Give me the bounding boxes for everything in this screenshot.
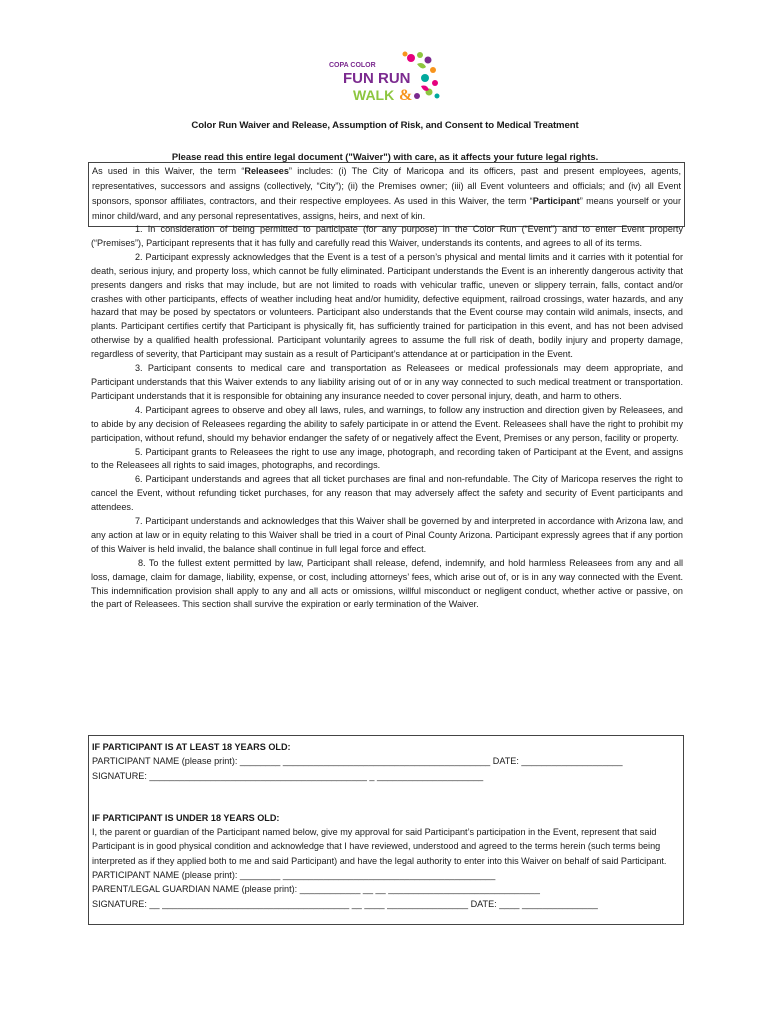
- participant-term: Participant: [532, 196, 580, 206]
- clause-paragraph: 2. Participant expressly acknowledges that the Event is a test of a person’s physical and mental limits and it carries with it potential for death, serious injury, and property loss, which cannot be fully eliminated. Participant understands the Event is an inherently dangerous activity that presents dangers and risks that may include, but are not limited to roads with vehicular traffic, uneven or slippery terrain, falls, contact and/or crashes with other participants, effects of weather including heat and/or humidity, defective equipment, railroad crossings, water hazards, and any hazard that may be posed by spectators or volunteers. Participant also understands that the Event course may contain wild animals, insects, and plants. Participant certifies certify that Participant is physically fit, has sufficiently trained for participation in this event, and has not been advised otherwise by a qualified health professional. Participant voluntarily agrees to assume the full risk of death, bodily injury and property damage, regardless of severity, that Participant may sustain as a result of Participant’s attendance at or participation in the Event.: [91, 251, 683, 360]
- adult-heading: IF PARTICIPANT IS AT LEAST 18 YEARS OLD:: [92, 742, 291, 752]
- signature-section: [88, 735, 684, 925]
- document-subtitle: Please read this entire legal document ("Waiver") with care, as it affects your future legal rights.: [171, 151, 599, 162]
- clause-paragraph: 6. Participant understands and agrees that all ticket purchases are final and non-refundable. The City of Maricopa reserves the right to cancel the Event, without refunding ticket purchases, for any reason that may adversely affect the safety and security of Event participants and attendees.: [91, 474, 683, 513]
- logo-walk-text: WALK: [353, 87, 395, 103]
- intro-text: As used in this Waiver, the term “: [92, 166, 245, 176]
- intro-text: ” means yourself or your minor child/ward, and any personal representatives, assigns, heirs, and next of kin.: [92, 196, 681, 221]
- guardian-name-field[interactable]: PARENT/LEGAL GUARDIAN NAME (please print): ____________ __ __ ______________________________: [92, 884, 540, 895]
- minor-signature-field[interactable]: SIGNATURE: __ _____________________________________ __ ____ ________________ DATE: ____ _______________: [92, 898, 598, 909]
- clause-paragraph: 1. In consideration of being permitted to participate (for any purpose) in the Color Run (“Event”) and to enter Event property (“Premises”), Participant represents that it has fully and carefully read this Waiver, understands its contents, and agrees to all of its terms.: [91, 224, 683, 248]
- clause-paragraph: 7. Participant understands and acknowledges that this Waiver shall be governed by and interpreted in accordance with Arizona law, and any action at law or in equity relating to this Waiver shall be tried in a court of Pinal County Arizona. Participant expressly agrees that if any portion of this Waiver is held invalid, the balance shall continue in full legal force and effect.: [91, 516, 683, 554]
- fun-run-walk-logo: [325, 50, 441, 108]
- minor-heading: IF PARTICIPANT IS UNDER 18 YEARS OLD:: [92, 812, 280, 823]
- releasees-term: Releasees: [244, 166, 289, 176]
- adult-signature-field[interactable]: SIGNATURE: ___________________________________________ _ _____________________: [92, 770, 484, 781]
- waiver-clauses: [91, 223, 683, 612]
- guardian-consent-text: I, the parent or guardian of the Participant named below, give my approval for said Participant’s participation in the Event, represent that said Participant is in good physical condition and acknowledge that I have reviewed, understood and agreed to the terms herein (such terms being interpreted as if they applied both to me and said Participant) and have the legal authority to enter into this Waiver on behalf of said Participant.: [92, 827, 667, 866]
- definitions-box: [88, 162, 685, 227]
- adult-name-field[interactable]: PARTICIPANT NAME (please print): ________ _________________________________________ DATE: ____________________: [92, 756, 623, 767]
- logo-ampersand: &: [399, 87, 413, 104]
- clause-paragraph: 4. Participant agrees to observe and obey all laws, rules, and warnings, to follow any instruction and direction given by Releasees, and to abide by any decision of Releasees regarding the ability to safely participate in or attend the Event. Releasees shall have the right to prohibit my participation, without refund, should my behavior endanger the safety of or negatively affect the Event, Premises or any person, facility or property.: [91, 404, 683, 443]
- intro-text: ” includes: (i) The City of Maricopa and its officers, past and present employees, agents, representatives, successors and assigns (collectively, “City”); (ii) the Premises owner; (iii) all Event volunteers and officials; and (iv) all Event sponsors, sponsor affiliates, contractors, and their respective employees. As used in this Waiver, the term “: [92, 166, 682, 206]
- clause-paragraph: 3. Participant consents to medical care and transportation as Releasees or medical professionals may deem appropriate, and Participant understands that this Waiver extends to any liability arising out of or in any way connected to such medical treatment or transportation. Participant understands that it is responsible for obtaining any insurance needed to cover personal injury, death, and harm to others.: [91, 363, 683, 401]
- minor-name-field[interactable]: PARTICIPANT NAME (please print): ________ __________________________________________: [92, 870, 496, 881]
- document-title: Color Run Waiver and Release, Assumption of Risk, and Consent to Medical Treatment: [191, 120, 579, 131]
- logo-main-text: FUN RUN: [343, 70, 411, 87]
- clause-paragraph: 8. To the fullest extent permitted by law, Participant shall release, defend, indemnify, and hold harmless Releasees from any and all loss, damage, claim for damage, liability, expense, or cost, including attorneys’ fees, which arise out of, or is in any way connected with the Event. This indemnification provision shall apply to any and all acts or omissions, willful misconduct or negligent conduct, whether active or passive, on the part of Releasees. This section shall survive the expiration or early termination of the Waiver.: [91, 557, 683, 610]
- logo-top-text: COPA COLOR: [329, 62, 376, 69]
- clause-paragraph: 5. Participant grants to Releasees the right to use any image, photograph, and recording taken of Participant at the Event, and assigns to the Releasees all rights to said images, photographs, and recordings.: [91, 446, 683, 471]
